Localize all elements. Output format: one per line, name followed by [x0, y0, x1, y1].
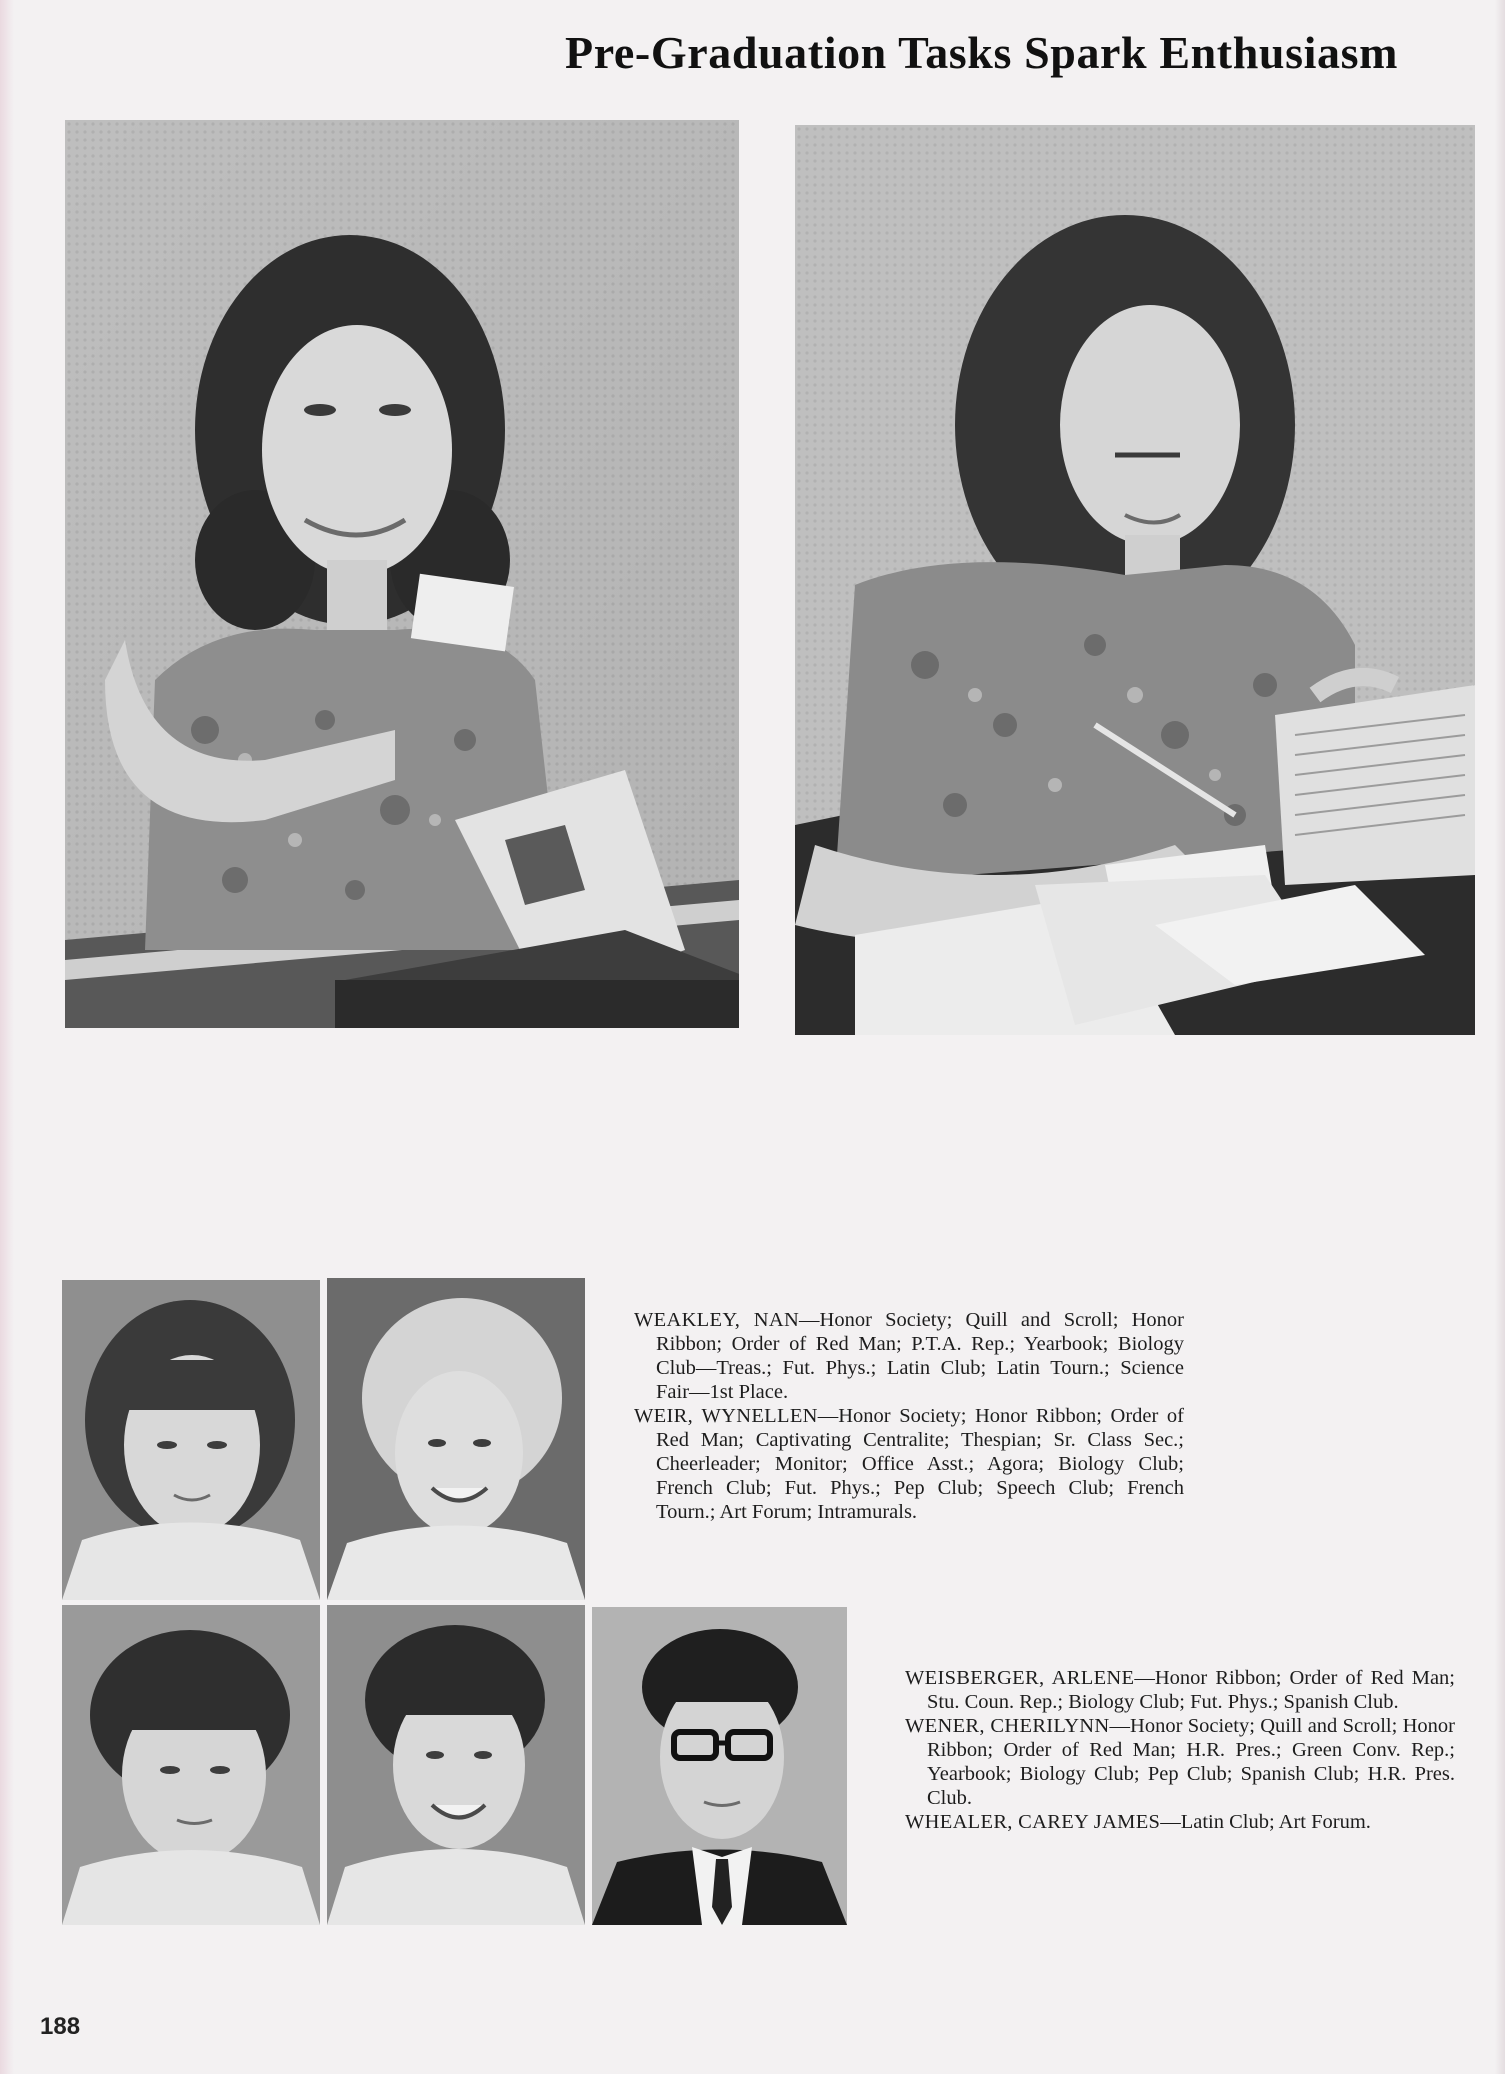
student-name: WHEALER, CAREY JAMES: [905, 1811, 1161, 1833]
caption-entry: [634, 1404, 1184, 1524]
student-with-yearbook-photo: [65, 120, 739, 1028]
caption-entry: [905, 1714, 1455, 1810]
portrait-wener: [327, 1605, 585, 1925]
student-activities: —Honor Society; Honor Ribbon; Order of Red Man; Captivating Centralite; Thespian; Sr. Class Sec.; Cheerleader; Monitor; Office Asst.; Agora; Biology Club; French Club; Fut. Phys.; Pep Club; Speech Club; French Tourn.; Art Forum; Intramurals.: [656, 1405, 1184, 1523]
caption-upper: [634, 1308, 1184, 1524]
student-name: WEISBERGER, ARLENE: [905, 1667, 1135, 1689]
portrait-weir: [327, 1278, 585, 1600]
page-title: Pre-Graduation Tasks Spark Enthusiasm: [565, 27, 1398, 78]
student-activities: —Honor Society; Quill and Scroll; Honor Ribbon; Order of Red Man; H.R. Pres.; Green Conv. Rep.; Yearbook; Biology Club; Pep Club; Spanish Club; H.R. Pres. Club.: [927, 1715, 1455, 1809]
student-name: WENER, CHERILYNN: [905, 1715, 1110, 1737]
student-activities: —Honor Society; Quill and Scroll; Honor Ribbon; Order of Red Man; P.T.A. Rep.; Yearbook; Biology Club—Treas.; Fut. Phys.; Latin Club; Latin Tourn.; Science Fair—1st Place.: [656, 1309, 1184, 1403]
portrait-whealer: [592, 1607, 847, 1925]
caption-entry: [634, 1308, 1184, 1404]
student-activities: —Latin Club; Art Forum.: [1160, 1811, 1371, 1833]
caption-entry: [905, 1666, 1455, 1714]
page-number: 188: [40, 2013, 81, 2040]
student-name: WEIR, WYNELLEN: [634, 1405, 818, 1427]
portrait-weakley: [62, 1280, 320, 1600]
student-activities: —Honor Ribbon; Order of Red Man; Stu. Coun. Rep.; Biology Club; Fut. Phys.; Spanish Club.: [927, 1667, 1455, 1713]
caption-entry: [905, 1810, 1455, 1834]
student-name: WEAKLEY, NAN: [634, 1309, 800, 1331]
portrait-weisberger: [62, 1605, 320, 1925]
student-writing-letters-photo: [795, 125, 1475, 1035]
page-edge-left: [0, 0, 14, 2074]
page-edge-right: [1495, 0, 1505, 2074]
caption-lower: [905, 1666, 1455, 1834]
